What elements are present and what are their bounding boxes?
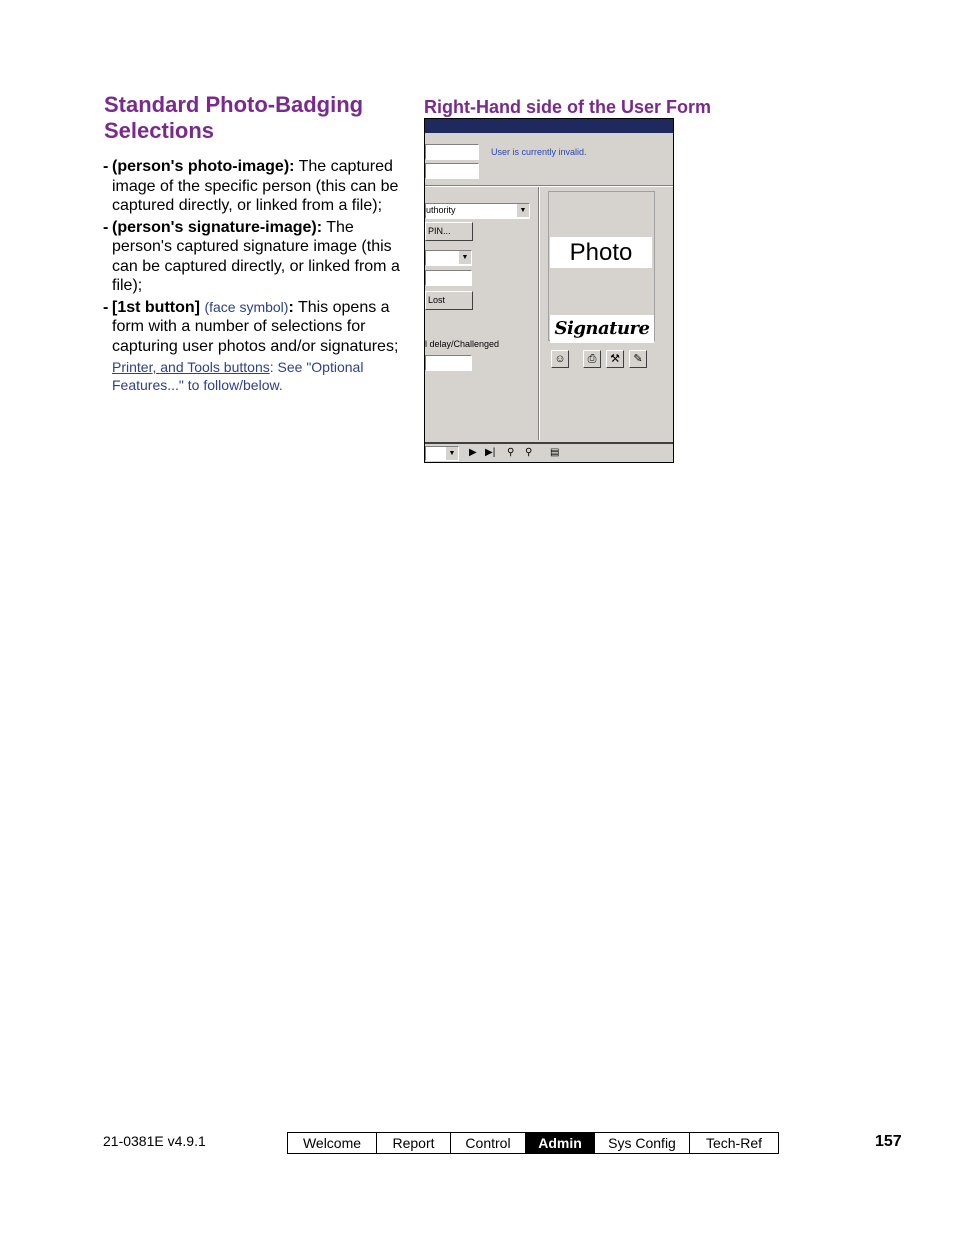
print-button[interactable] (583, 350, 601, 368)
item-text: The captured image of the specific person (this can be captured directly, or linked from a file); (112, 158, 399, 214)
tab-report[interactable]: Report (377, 1133, 451, 1153)
face-icon: ☺ (554, 353, 566, 365)
list-dash: - (103, 298, 109, 316)
item-term: (person's signature-image): (112, 218, 323, 236)
chevron-down-icon[interactable]: ▼ (458, 251, 471, 264)
page-number: 157 (875, 1133, 902, 1150)
record-selector[interactable] (425, 446, 459, 461)
record-navigation-bar (425, 442, 673, 463)
printer-tools-link[interactable]: Printer, and Tools buttons (112, 359, 270, 375)
section-heading: Standard Photo-Badging Selections (104, 92, 364, 143)
vertical-divider (538, 187, 540, 440)
text-field-3[interactable] (425, 270, 472, 286)
search-icon[interactable]: ⚲ (507, 447, 515, 458)
list-dash: - (103, 158, 109, 175)
document-id: 21-0381E v4.9.1 (103, 1133, 206, 1149)
note-text: : See "Optional Features..." to follow/below. (112, 359, 364, 393)
list-item-signature (103, 218, 408, 296)
screenshot-title: Right-Hand side of the User Form (424, 97, 712, 117)
selection-list (103, 157, 408, 394)
optional-features-note (103, 358, 408, 394)
chevron-down-icon[interactable]: ▼ (516, 204, 529, 217)
edit-image-button[interactable] (629, 350, 647, 368)
authority-dropdown[interactable] (425, 203, 530, 219)
chevron-down-icon[interactable]: ▼ (445, 447, 458, 460)
form-divider (425, 185, 673, 187)
tools-icon: ⚒ (610, 353, 620, 365)
list-item-photo (103, 157, 408, 216)
last-record-icon[interactable]: ▶| (485, 447, 496, 458)
authority-value: uthority (426, 205, 456, 215)
user-form-screenshot (424, 118, 674, 463)
next-record-icon[interactable]: ▶ (469, 447, 477, 458)
pin-button[interactable]: PIN... (425, 222, 473, 241)
document-icon[interactable]: ▤ (550, 447, 560, 458)
item-text: The person's captured signature image (this can be captured directly, or linked from a file); (112, 218, 400, 294)
tab-tech-ref[interactable]: Tech-Ref (705, 1135, 763, 1151)
text-field-1[interactable] (425, 144, 479, 160)
signature-image[interactable]: Signature (550, 315, 654, 343)
item-colon: : (288, 298, 294, 316)
text-field-2[interactable] (425, 163, 479, 179)
tab-control[interactable]: Control (451, 1133, 526, 1153)
text-field-4[interactable] (425, 355, 472, 371)
tools-button[interactable] (606, 350, 624, 368)
footer-nav-tabs (287, 1132, 779, 1154)
small-dropdown[interactable] (425, 250, 472, 266)
face-capture-button[interactable] (551, 350, 569, 368)
item-note: (face symbol) (204, 298, 289, 315)
tab-welcome[interactable]: Welcome (288, 1133, 377, 1153)
printer-icon: ⎙ (587, 353, 597, 365)
tab-sys-config[interactable]: Sys Config (595, 1133, 690, 1153)
tab-admin[interactable]: Admin (526, 1133, 595, 1153)
item-term: (person's photo-image): (112, 158, 295, 175)
list-item-first-button (103, 298, 408, 357)
delay-label: l delay/Challenged (425, 339, 500, 349)
window-titlebar (425, 119, 673, 133)
lost-button[interactable]: Lost (425, 291, 473, 310)
edit-icon: ✎ (633, 353, 643, 365)
list-dash: - (103, 218, 109, 236)
find-next-icon[interactable]: ⚲ (525, 447, 533, 458)
item-text: This opens a form with a number of selections for capturing user photos and/or signatures; (112, 298, 399, 355)
item-term: [1st button] (112, 298, 200, 316)
status-text: User is currently invalid. (491, 147, 587, 157)
photo-image[interactable]: Photo (550, 237, 652, 268)
